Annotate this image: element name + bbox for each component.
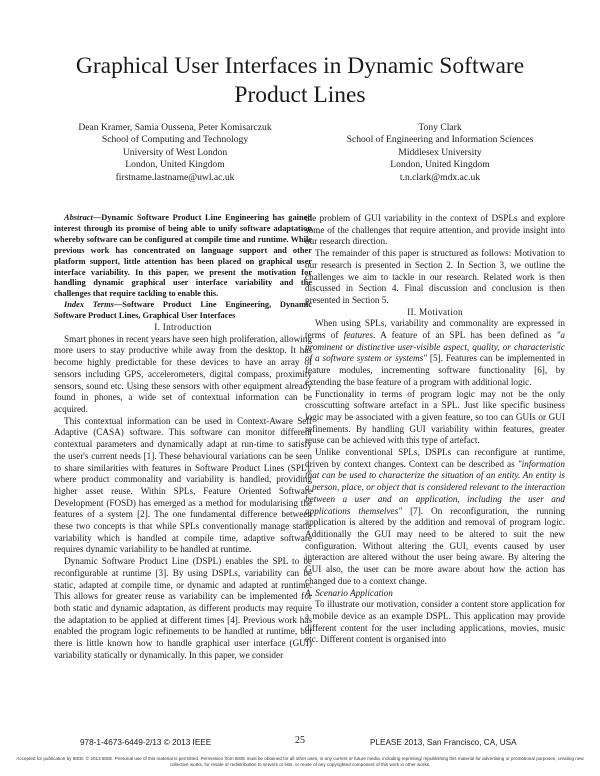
- abstract-text: —Dynamic Software Product Line Engineering has gained interest through its promise of being able to unify software adaptation whereby software can be configured at compile time and runtime. While previous work has concentrated on language support and other platform support, little attention has been placed on graphical user interface variability. In this paper, we present the motivation for handling dynamic graphical user interface variability and the challenges that require tackling to enable this.: [54, 213, 312, 299]
- footer-venue: PLEASE 2013, San Francisco, CA, USA: [370, 738, 517, 747]
- emphasis: features: [343, 330, 374, 341]
- index-terms-label: Index Terms: [64, 300, 114, 310]
- abstract-label: Abstract: [64, 213, 93, 222]
- left-column: [54, 213, 312, 661]
- author-university: University of West London: [122, 146, 228, 158]
- author-university: Middlesex University: [398, 146, 482, 158]
- paragraph: This contextual information can be used in Context-Aware Self Adaptive (CASA) software. This software can monitor different contextual parameters and dynamically adapt at run-time to satisfy the user's current needs [1]. These behavioural variations can be seen to share similarities with features in Software Product Lines (SPL), where product commonality and variability is handled, providing higher asset reuse. Within SPLs, Feature Oriented Software Development (FOSD) has emerged as a method for modularising the features of a system [2]. The one fundamental difference between these two concepts is that while SPLs conventionally manage static variability which is handled at compile time, adaptive software requires dynamic variability to be handled at runtime.: [54, 415, 312, 555]
- quotation: "information that can be used to characterize the situation of an entity. An entity is a person, place, or object that is considered relevant to the interaction between a user and an application, including the user and applications themselves": [305, 458, 565, 516]
- section-heading-motivation: II. Motivation: [407, 306, 463, 317]
- text-run: [7]. On reconfiguration, the running application is altered by the addition and removal of program logic. Additionally the GUI may need to be altered to suit the new configuration. Without altering the GUI, events caused by user interaction are altered without the user being aware. By altering the GUI also, the user can be more aware about how the action has changed due to a context change.: [305, 505, 565, 586]
- paragraph: the problem of GUI variability in the context of DSPLs and explore some of the challenges that require attention, and provide insight into our research direction.: [305, 213, 565, 247]
- author-email: firstname.lastname@uwl.ac.uk: [115, 171, 235, 183]
- paragraph: The remainder of this paper is structured as follows: Motivation to our research is presented in Section 2. In Section 3, we outline the challenges we aim to tackle in our research. Related work is then discussed in Section 4. Final discussion and conclusion is then presented in Section 5.: [305, 248, 565, 305]
- author-block-right: [315, 122, 565, 184]
- paragraph: To illustrate our motivation, consider a content store application for a mobile device as an example DSPL. This application may provide different content for the user including applications, movies, music etc. Different content is organised into: [305, 599, 565, 645]
- author-names: Dean Kramer, Samia Oussena, Peter Komisarczuk: [78, 122, 272, 133]
- right-column: [305, 213, 565, 646]
- author-department: School of Engineering and Information Sciences: [346, 134, 534, 146]
- page-number: 25: [295, 735, 305, 746]
- text-run: When using SPLs, variability and commonality are expressed in terms of: [305, 318, 565, 341]
- abstract: [54, 213, 312, 300]
- paragraph: Dynamic Software Product Line (DSPL) enables the SPL to be reconfigurable at runtime [3]. By using DSPLs, variability can be static, adapted at compile time, or dynamic and adapted at runtime. This allows for greater reuse as variability can be implemented for both static and dynamic adaptation, as different products may require the adaptation to be applied at different times [4]. Previous work has enabled the program logic refinements to be handled at runtime, but there is little known how to handle graphical user interface (GUI) variability statically or dynamically. In this paper, we consider: [54, 556, 312, 660]
- paragraph: Functionality in terms of program logic may not be the only crosscutting software artefact in a SPL. Just like specific business logic may be associated with a given feature, so too can GUIs or GUI refinements. By handling GUI variability within features, greater reuse can be achieved with this type of artefact.: [305, 388, 565, 446]
- author-department: School of Computing and Technology: [101, 134, 249, 146]
- author-names: Tony Clark: [418, 122, 462, 133]
- section-heading-introduction: I. Introduction: [154, 322, 212, 333]
- author-city: London, United Kingdom: [125, 159, 225, 171]
- author-city: London, United Kingdom: [390, 159, 490, 171]
- paragraph: Smart phones in recent years have seen high proliferation, allowing more users to stay productive while away from the desktop. It has become highly predictable for these devices to have an array of sensors including GPS, accelerometers, digital compass, proximity sensors, sound etc. Using these sensors with other equipment already found in phones, a wide set of contextual information can be acquired.: [54, 333, 312, 414]
- text-run: . A feature of an SPL has been defined as: [373, 330, 557, 341]
- quotation: "a prominent or distinctive user-visible aspect, quality, or characteristic of a software system or systems": [305, 330, 565, 364]
- index-terms: [54, 300, 312, 322]
- text-run: [5]. Features can be implemented in feature modules, incrementing software functionality [6], by extending the base feature of a program with additional logic.: [305, 353, 565, 387]
- text-run: Unlike conventional SPLs, DSPLs can reconfigure at runtime, driven by context changes. Context can be described as: [305, 447, 565, 469]
- footer-isbn: 978-1-4673-6449-2/13 © 2013 IEEE: [80, 738, 212, 747]
- paper-title: Graphical User Interfaces in Dynamic Software Product Lines: [75, 53, 525, 108]
- author-block-left: [40, 122, 310, 184]
- author-email: t.n.clark@mdx.ac.uk: [399, 171, 481, 183]
- paragraph: [305, 447, 565, 587]
- copyright-notice: Accepted for publication by IEEE. © 2013 IEEE. Personal use of this material is permitted. Permission from IEEE must be obtained for all other uses, in any current or future media, including reprinting/ republishing this material for advertising or promotional purposes, creating new collective works, for resale or redistribution to servers or lists, or reuse of any copyrighted component of this work in other works.: [16, 756, 584, 767]
- subsection-heading-scenario: A. Scenario Application: [305, 587, 393, 598]
- paragraph: [305, 318, 565, 388]
- index-terms-text: —Software Product Line Engineering, Dynamic Software Product Lines, Graphical User Interfaces: [54, 300, 312, 321]
